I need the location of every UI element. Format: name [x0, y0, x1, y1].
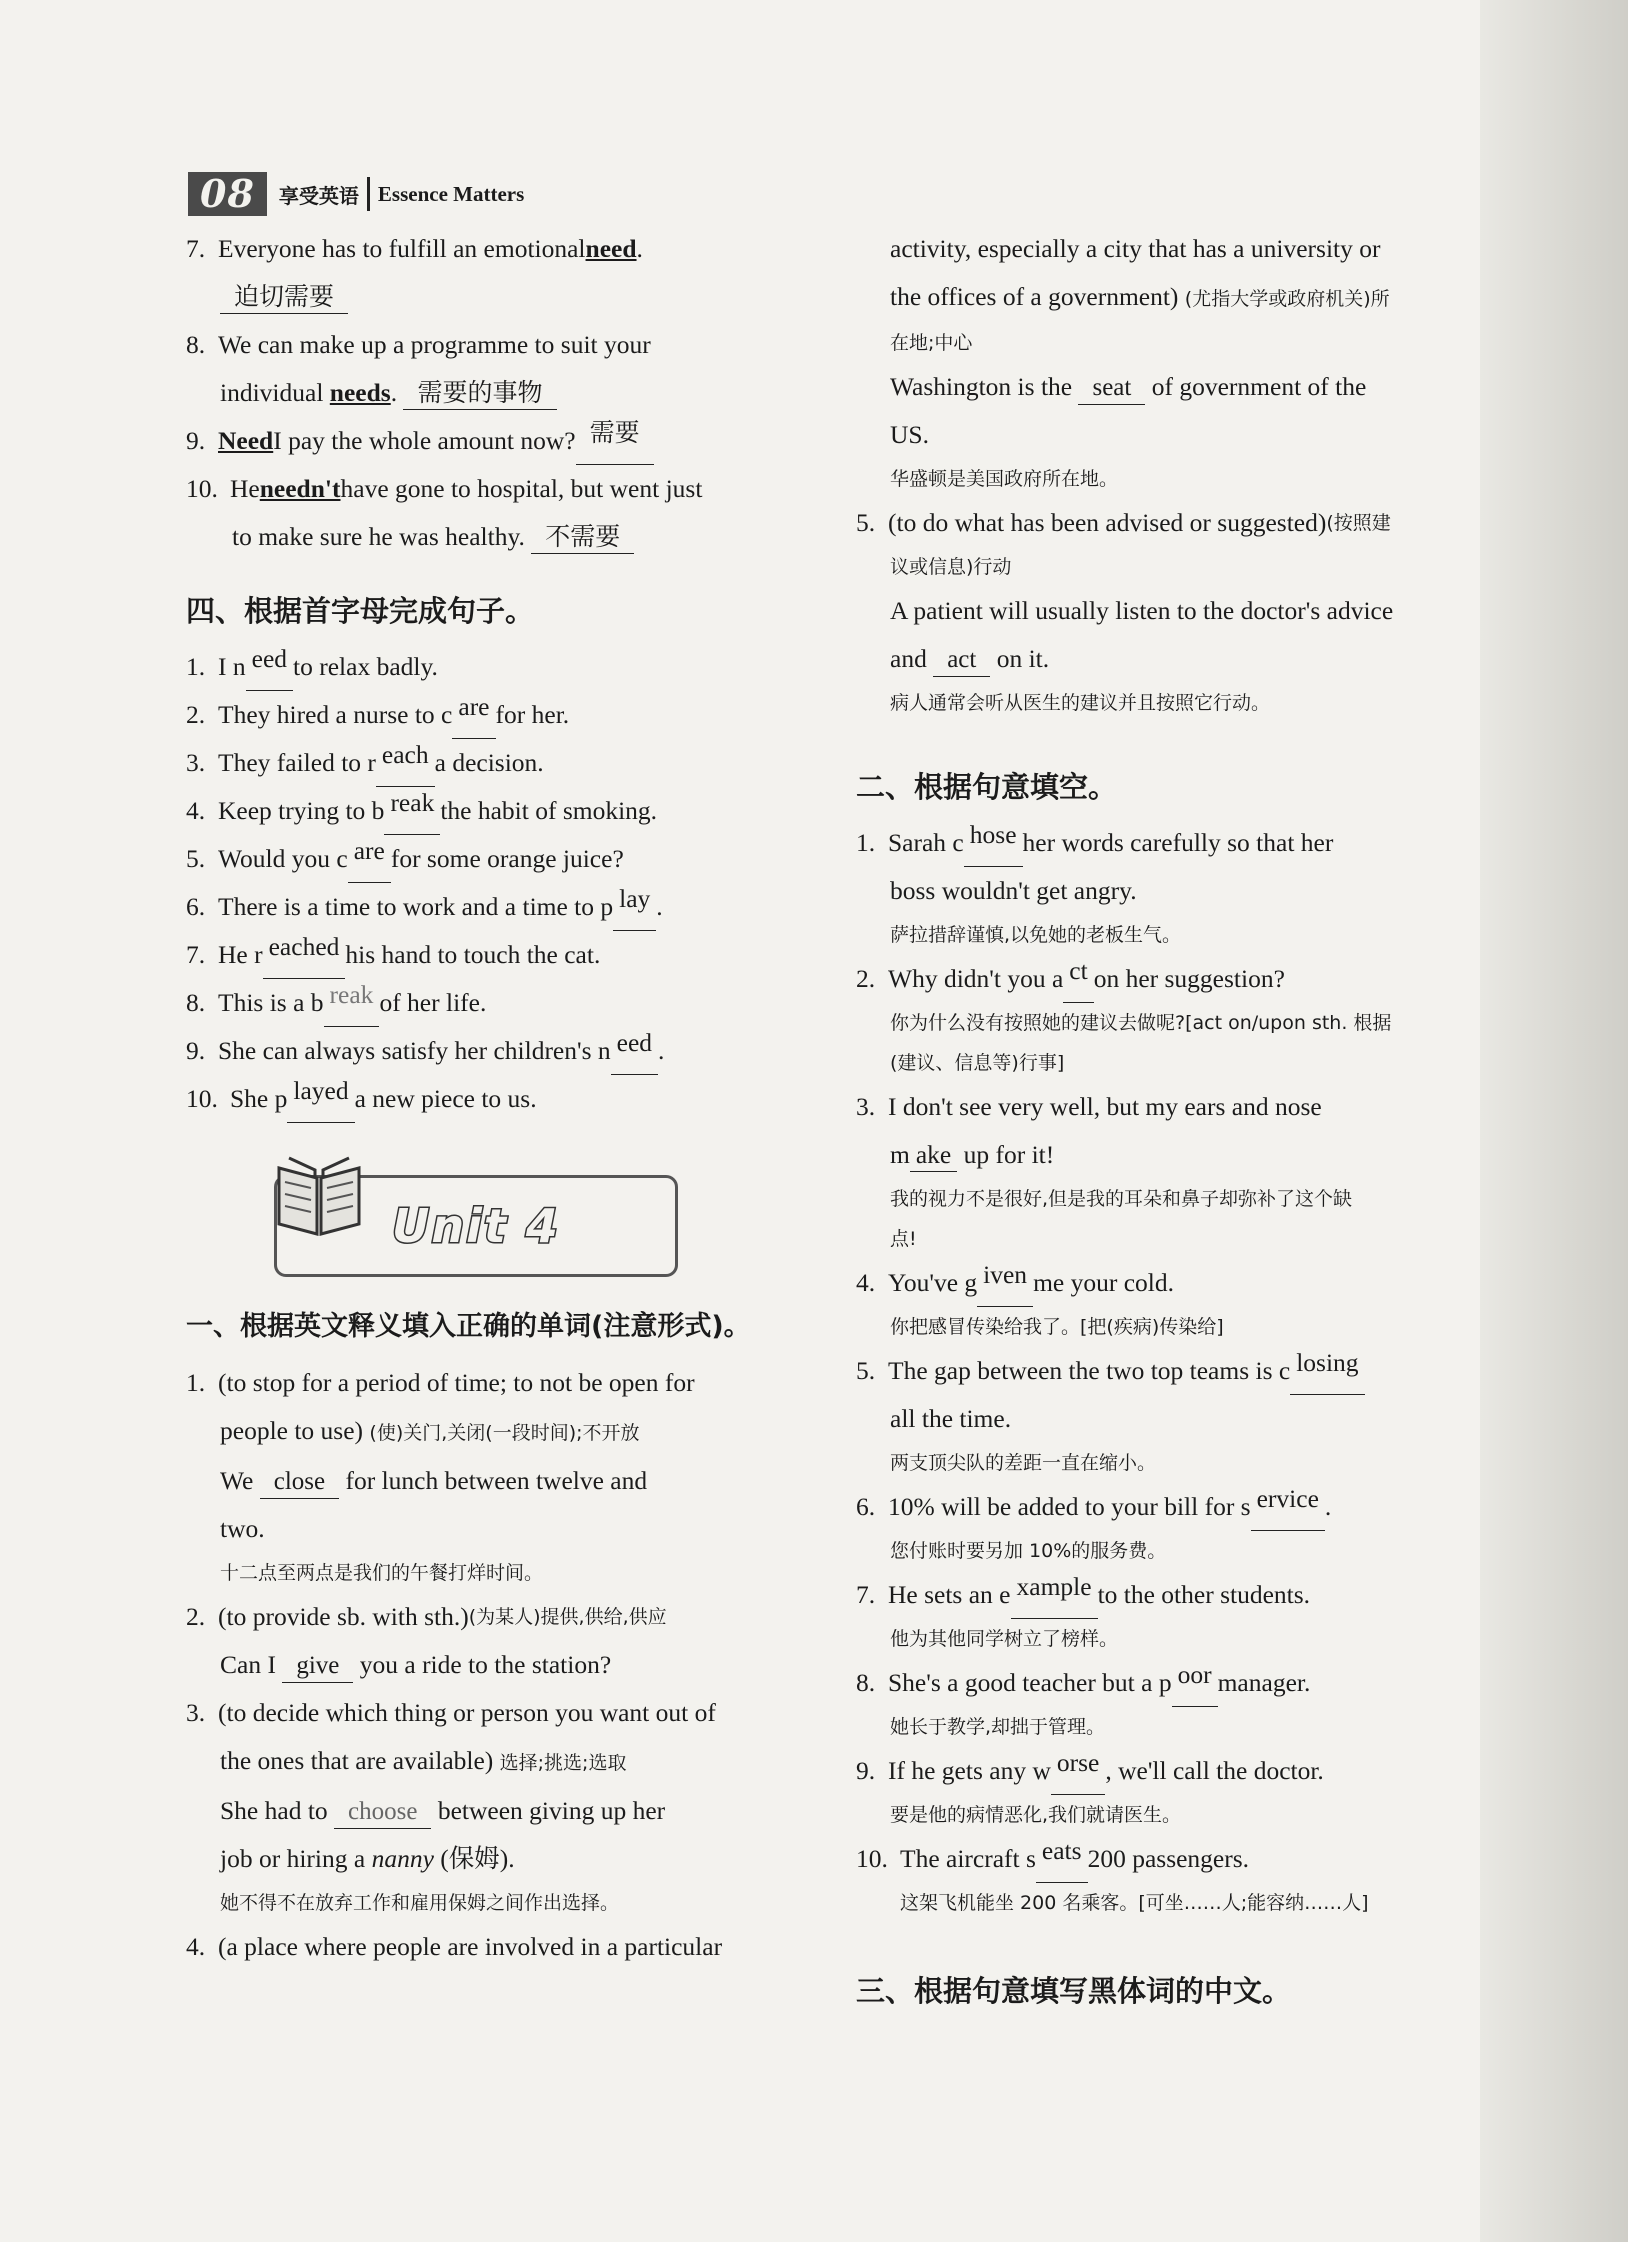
- exercise-item: 10. The aircraft s eats 200 passengers.: [856, 1835, 1476, 1883]
- definition-line: people to use) (使)关门,关闭(一段时间);不开放: [220, 1416, 640, 1445]
- exercise-item: 2. (to provide sb. with sth.) (为某人)提供,供给,供应: [186, 1602, 667, 1631]
- filled-blank: eats: [1036, 1835, 1088, 1883]
- definition-line: activity, especially a city that has a university or: [890, 234, 1381, 263]
- filled-blank: iven: [977, 1259, 1033, 1307]
- answer-blank: 需要: [576, 417, 654, 465]
- translation-line: 你为什么没有按照她的建议去做呢?[act on/upon sth. 根据: [890, 1012, 1392, 1034]
- exercise-item: 9. She can always satisfy her children's n eed .: [186, 1027, 786, 1075]
- translation-line: 要是他的病情恶化,我们就请医生。: [890, 1804, 1182, 1826]
- definition-line: 在地;中心: [890, 332, 973, 354]
- translation-line: 你把感冒传染给我了。[把(疾病)传染给]: [890, 1316, 1224, 1338]
- section-heading: 一、根据英文释义填入正确的单词(注意形式)。: [186, 1311, 751, 1342]
- filled-blank: reak: [384, 787, 440, 835]
- translation-line: 十二点至两点是我们的午餐打烊时间。: [220, 1562, 544, 1584]
- answer-blank: 迫切需要: [220, 281, 348, 314]
- example-line: We close for lunch between twelve and: [186, 1457, 786, 1505]
- exercise-item: 5. Would you c are for some orange juice?: [186, 835, 786, 883]
- translation-line: (建议、信息等)行事]: [890, 1052, 1065, 1074]
- exercise-continuation: m ake up for it!: [856, 1131, 1476, 1179]
- example-line: Washington is the seat of government of the: [856, 363, 1476, 411]
- answer-line: [186, 273, 786, 321]
- translation-line: 这架飞机能坐 200 名乘客。[可坐……人;能容纳……人]: [900, 1892, 1369, 1914]
- filled-blank: eached: [263, 931, 346, 979]
- translation-line: 病人通常会听从医生的建议并且按照它行动。: [890, 692, 1271, 714]
- exercise-item: 1. (to stop for a period of time; to not be open for: [186, 1368, 695, 1397]
- filled-blank: losing: [1290, 1347, 1364, 1395]
- page-number-badge: 08: [188, 172, 267, 216]
- translation-line: 萨拉措辞谨慎,以免她的老板生气。: [890, 924, 1182, 946]
- page-edge-shadow: [1480, 0, 1628, 2242]
- answer-blank: close: [260, 1466, 339, 1499]
- header-divider: [367, 177, 370, 211]
- unit-title: Unit 4: [392, 1199, 560, 1253]
- exercise-item: 8. This is a b reak of her life.: [186, 979, 786, 1027]
- exercise-continuation: individual needs. 需要的事物: [186, 369, 786, 417]
- exercise-item: 1. Sarah c hose her words carefully so that her: [856, 819, 1476, 867]
- exercise-item: 10. He needn't have gone to hospital, but went just: [186, 474, 703, 503]
- brand-chinese: 享受英语: [278, 185, 359, 208]
- exercise-item: 7. He r eached his hand to touch the cat.: [186, 931, 786, 979]
- filled-blank: hose: [964, 819, 1023, 867]
- exercise-item: 4. You've g iven me your cold.: [856, 1259, 1476, 1307]
- example-line: A patient will usually listen to the doctor's advice: [890, 596, 1394, 625]
- filled-blank: ervice: [1251, 1483, 1325, 1531]
- exercise-item: 1. I n eed to relax badly.: [186, 643, 786, 691]
- example-line: and act on it.: [856, 635, 1476, 683]
- answer-blank: give: [282, 1650, 353, 1683]
- example-line: US.: [890, 420, 929, 449]
- exercise-item: 2. Why didn't you a ct on her suggestion?: [856, 955, 1476, 1003]
- brand-english: Essence Matters: [377, 181, 525, 206]
- exercise-item: 4. (a place where people are involved in a particular: [186, 1932, 723, 1961]
- filled-blank: each: [376, 739, 435, 787]
- filled-blank: oor: [1172, 1659, 1218, 1707]
- translation-line: 点!: [890, 1228, 917, 1250]
- filled-blank: are: [452, 691, 495, 739]
- filled-blank: lay: [613, 883, 656, 931]
- left-column: [186, 225, 786, 1971]
- translation-line: 她长于教学,却拙于管理。: [890, 1716, 1106, 1738]
- section-heading: 二、根据句意填空。: [856, 770, 1118, 804]
- exercise-item: 9. Need I pay the whole amount now? 需要: [186, 417, 786, 465]
- exercise-item: 6. 10% will be added to your bill for s ervice .: [856, 1483, 1476, 1531]
- translation-line: 您付账时要另加 10%的服务费。: [890, 1540, 1167, 1562]
- right-column: [856, 225, 1476, 2023]
- example-line: She had to choose between giving up her: [186, 1787, 786, 1835]
- example-line: job or hiring a nanny (保姆).: [220, 1844, 515, 1873]
- filled-blank: orse: [1051, 1747, 1105, 1795]
- section-heading: 三、根据句意填写黑体词的中文。: [856, 1974, 1292, 2008]
- translation-line: 他为其他同学树立了榜样。: [890, 1628, 1119, 1650]
- exercise-item: 3. (to decide which thing or person you want out of: [186, 1698, 716, 1727]
- filled-blank: reak: [324, 979, 380, 1027]
- filled-blank: xample: [1011, 1571, 1098, 1619]
- unit-banner: [274, 1175, 678, 1277]
- definition-line: the offices of a government) (尤指大学或政府机关)所: [890, 282, 1390, 311]
- answer-blank: 需要的事物: [403, 377, 556, 410]
- exercise-item: 5. (to do what has been advised or suggested) (按照建: [856, 508, 1391, 537]
- exercise-item: 10. She p layed a new piece to us.: [186, 1075, 786, 1123]
- answer-blank: choose: [334, 1796, 431, 1829]
- definition-line: 议或信息)行动: [890, 556, 1012, 578]
- translation-line: 她不得不在放弃工作和雇用保姆之间作出选择。: [220, 1892, 620, 1914]
- exercise-item: 9. If he gets any w orse , we'll call the doctor.: [856, 1747, 1476, 1795]
- translation-line: 两支顶尖队的差距一直在缩小。: [890, 1452, 1157, 1474]
- answer-blank: seat: [1078, 372, 1145, 405]
- filled-blank: layed: [287, 1075, 354, 1123]
- definition-line: the ones that are available) 选择;挑选;选取: [220, 1746, 627, 1775]
- exercise-continuation: boss wouldn't get angry.: [890, 876, 1137, 905]
- filled-blank: eed: [246, 643, 293, 691]
- filled-blank: ake: [910, 1139, 957, 1172]
- filled-blank: are: [348, 835, 391, 883]
- answer-blank: 不需要: [531, 521, 634, 554]
- exercise-item: 3. I don't see very well, but my ears and nose: [856, 1092, 1322, 1121]
- filled-blank: eed: [611, 1027, 658, 1075]
- answer-blank: act: [933, 644, 990, 677]
- exercise-item: 4. Keep trying to b reak the habit of smoking.: [186, 787, 786, 835]
- section-heading: 四、根据首字母完成句子。: [186, 594, 535, 628]
- exercise-item: 6. There is a time to work and a time to p lay .: [186, 883, 786, 931]
- exercise-item: 5. The gap between the two top teams is c losing: [856, 1347, 1476, 1395]
- filled-blank: ct: [1063, 955, 1093, 1003]
- exercise-item: 8. We can make up a programme to suit your: [186, 330, 651, 359]
- exercise-item: 7. He sets an e xample to the other students.: [856, 1571, 1476, 1619]
- example-line: Can I give you a ride to the station?: [186, 1641, 786, 1689]
- translation-line: 华盛顿是美国政府所在地。: [890, 468, 1119, 490]
- exercise-item: 3. They failed to r each a decision.: [186, 739, 786, 787]
- exercise-continuation: all the time.: [890, 1404, 1012, 1433]
- exercise-item: 2. They hired a nurse to c are for her.: [186, 691, 786, 739]
- exercise-item: 7. Everyone has to fulfill an emotional need .: [186, 234, 643, 263]
- page-header: [188, 170, 524, 218]
- exercise-continuation: to make sure he was healthy. 不需要: [186, 513, 786, 561]
- example-line: two.: [220, 1514, 265, 1543]
- open-book-icon: [271, 1148, 367, 1240]
- translation-line: 我的视力不是很好,但是我的耳朵和鼻子却弥补了这个缺: [890, 1188, 1353, 1210]
- exercise-item: 8. She's a good teacher but a p oor manager.: [856, 1659, 1476, 1707]
